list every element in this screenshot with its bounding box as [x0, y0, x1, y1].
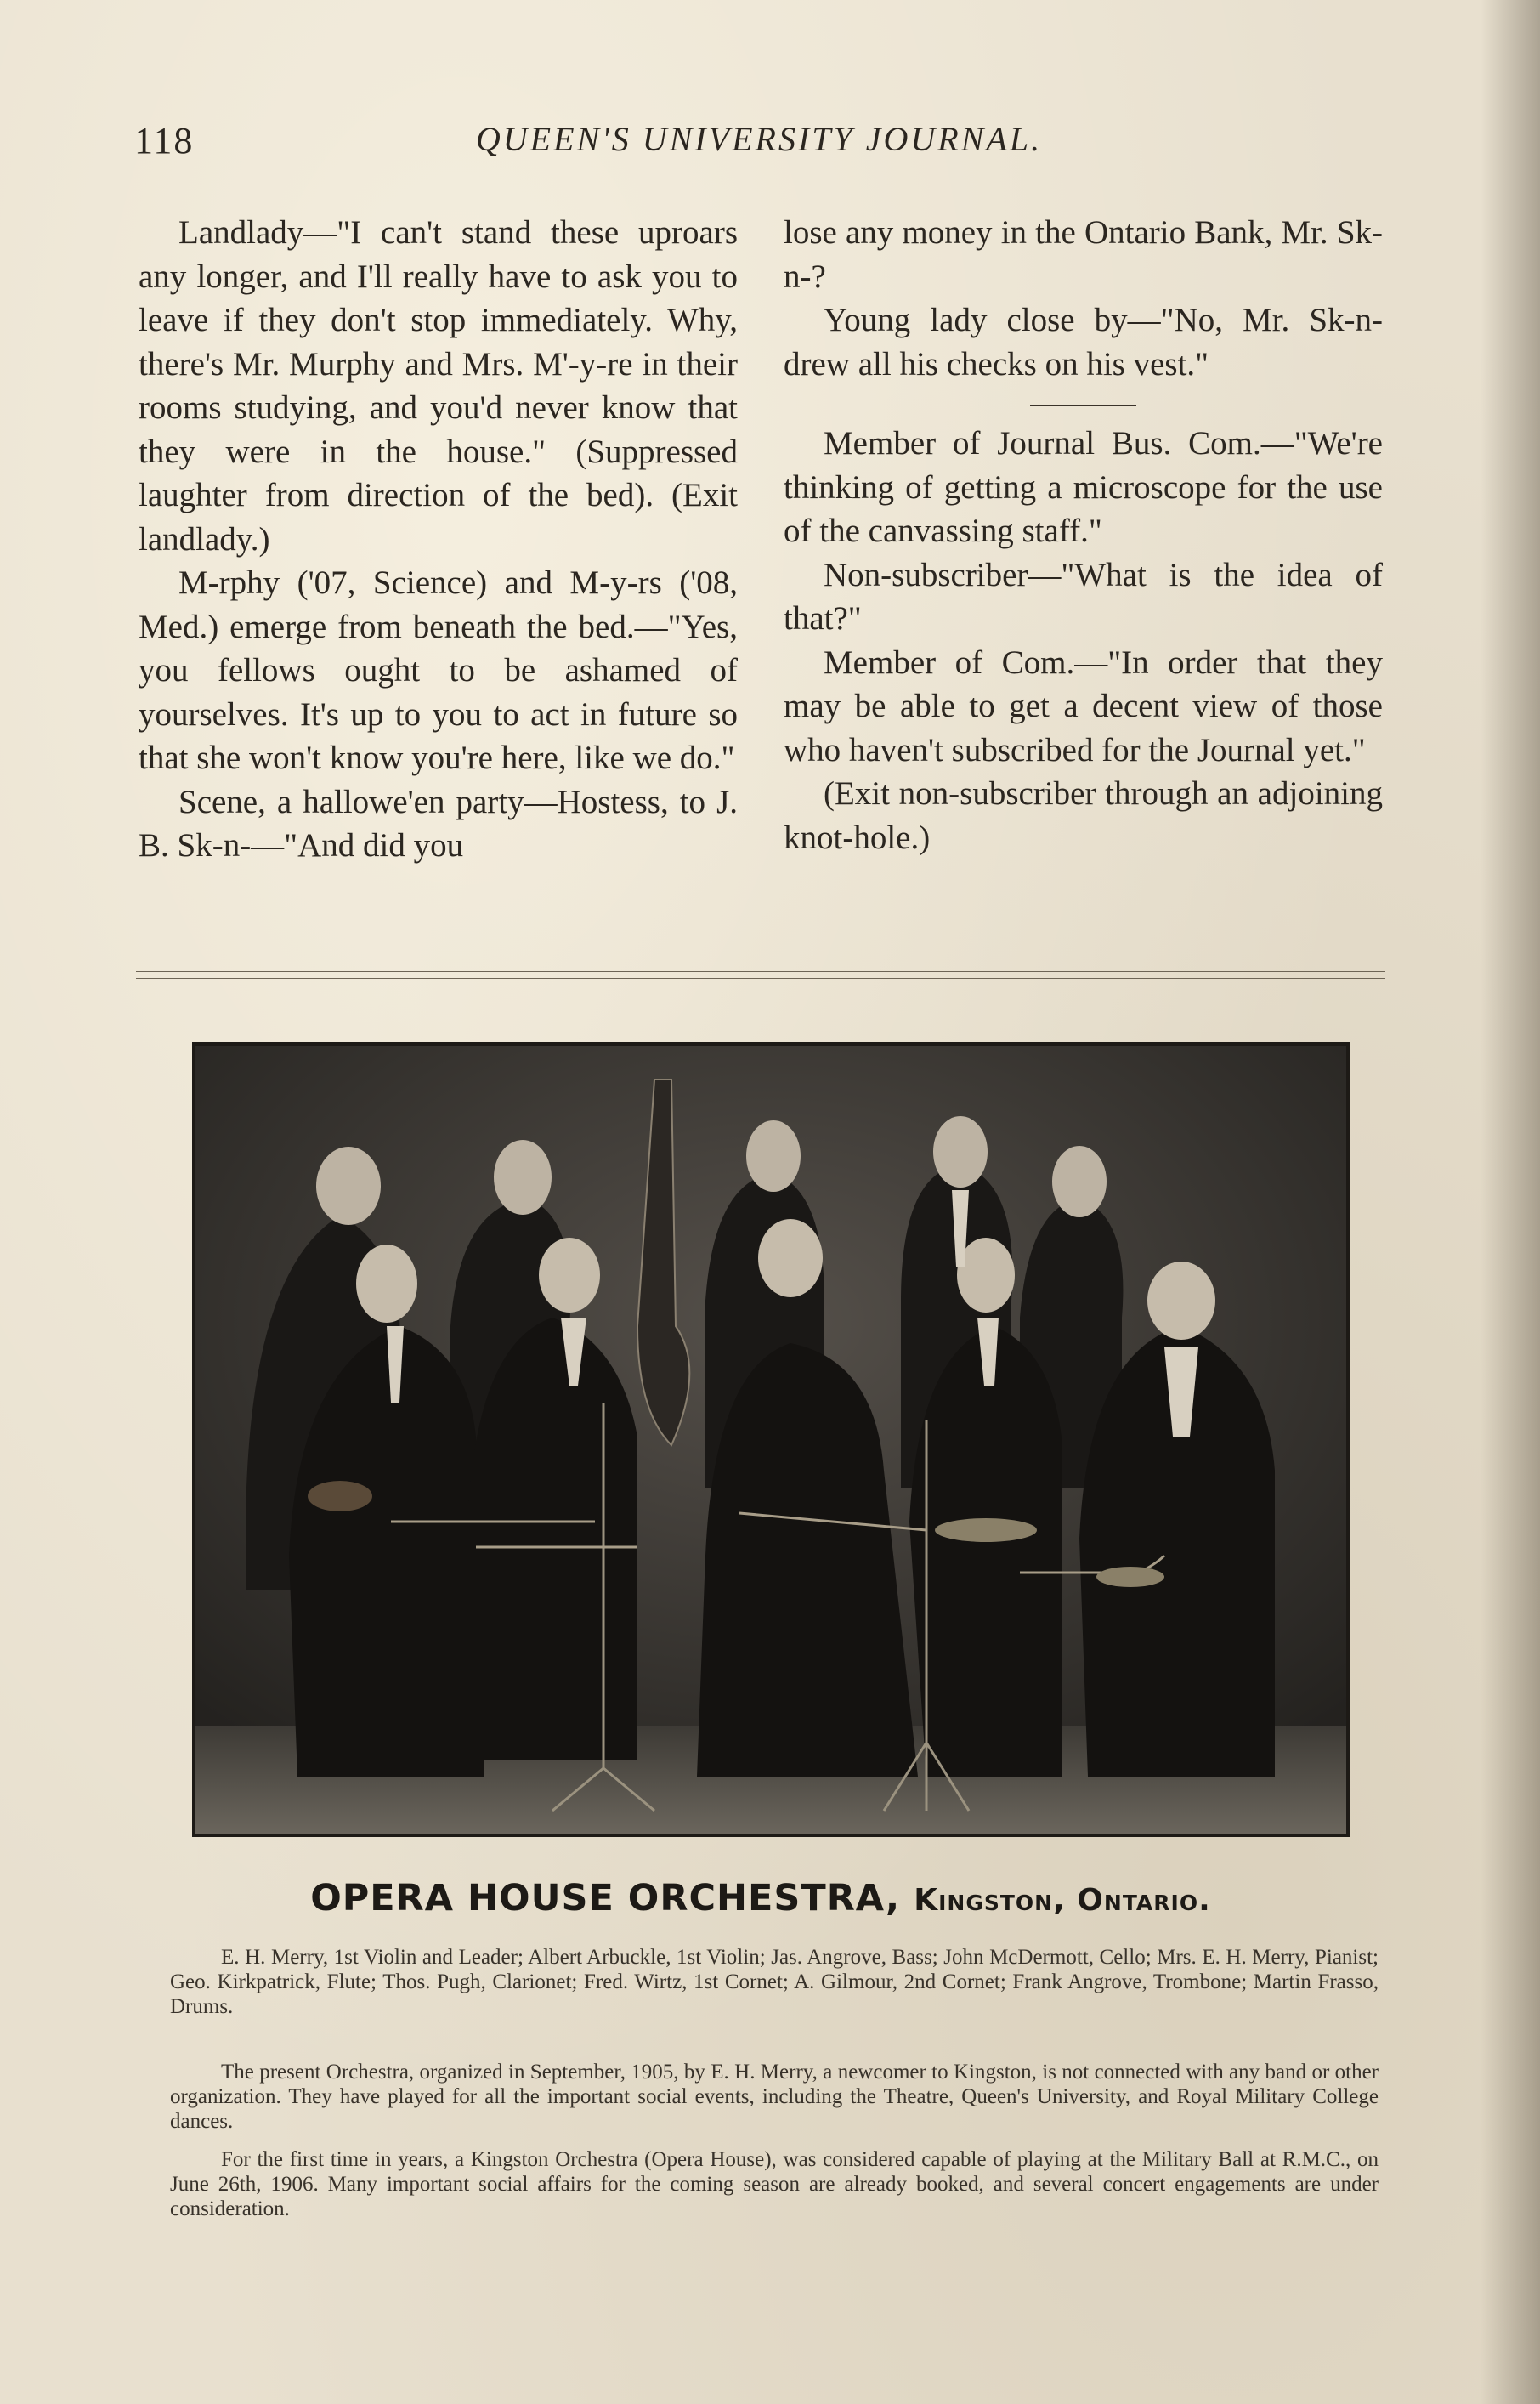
paragraph: Member of Com.—"In order that they may be able to get a decent view of those who haven't subscribed for the Journal yet.": [784, 644, 1383, 768]
paragraph: Scene, a hallowe'en party—Hostess, to J. B. Sk-n-—"And did you: [139, 783, 738, 864]
paragraph: (Exit non-subscriber through an adjoining knot-hole.): [784, 775, 1383, 856]
paragraph: For the first time in years, a Kingston Orchestra (Opera House), was considered capable of playing at the Military Ball at R.M.C., on June 26th, 1906. Many important social affairs for the coming season are already booked, and several concert engagements are under consideration.: [170, 2148, 1379, 2220]
caption-place: Kingston, Ontario.: [914, 1883, 1211, 1918]
orchestra-photo-image: [195, 1046, 1346, 1834]
credits-paragraph-history: [170, 2060, 1379, 2134]
page-edge-shadow: [1481, 0, 1540, 2404]
paragraph: M-rphy ('07, Science) and M-y-rs ('08, Med.) emerge from beneath the bed.—"Yes, you fellows ought to be ashamed of yourselves. It's up to you to act in future so that she won't know you're here, like we do.": [139, 564, 738, 776]
caption-main: OPERA HOUSE ORCHESTRA,: [310, 1877, 901, 1919]
running-title: QUEEN'S UNIVERSITY JOURNAL.: [475, 120, 1043, 158]
orchestra-photo: [192, 1042, 1350, 1837]
credits-paragraph-members: [170, 1945, 1379, 2019]
paragraph: Landlady—"I can't stand these uproars any longer, and I'll really have to ask you to leave if they don't stop immediately. Why, there's Mr. Murphy and Mrs. M'-y-re in their rooms studying, and you'd never know that they were in the house." (Suppressed laughter from direction of the bed). (Exit landlady.): [139, 214, 738, 558]
page-header: [134, 119, 1384, 170]
paragraph: Non-subscriber—"What is the idea of that?": [784, 556, 1383, 637]
section-rule: [1030, 405, 1136, 406]
page-number: 118: [134, 120, 195, 162]
paragraph: Young lady close by—"No, Mr. Sk-n- drew all his checks on his vest.": [784, 302, 1383, 383]
section-divider: [136, 971, 1385, 979]
paragraph: Member of Journal Bus. Com.—"We're thinking of getting a microscope for the use of the canvassing staff.": [784, 425, 1383, 549]
paragraph: The present Orchestra, organized in September, 1905, by E. H. Merry, a newcomer to Kingston, is not connected with any band or other organization. They have played for all the important social events, including the Theatre, Queen's University, and Royal Military College dances.: [170, 2061, 1379, 2133]
left-column: [139, 211, 738, 868]
credits-paragraph-engagements: [170, 2147, 1379, 2221]
paragraph: lose any money in the Ontario Bank, Mr. Sk-n-?: [784, 214, 1383, 295]
right-column: [784, 211, 1383, 859]
paragraph: E. H. Merry, 1st Violin and Leader; Albert Arbuckle, 1st Violin; Jas. Angrove, Bass; John McDermott, Cello; Mrs. E. H. Merry, Pianist; Geo. Kirkpatrick, Flute; Thos. Pugh, Clarionet; Fred. Wirtz, 1st Cornet; A. Gilmour, 2nd Cornet; Frank Angrove, Trombone; Martin Frasso, Drums.: [170, 1946, 1379, 2018]
photo-caption: [136, 1877, 1385, 1919]
